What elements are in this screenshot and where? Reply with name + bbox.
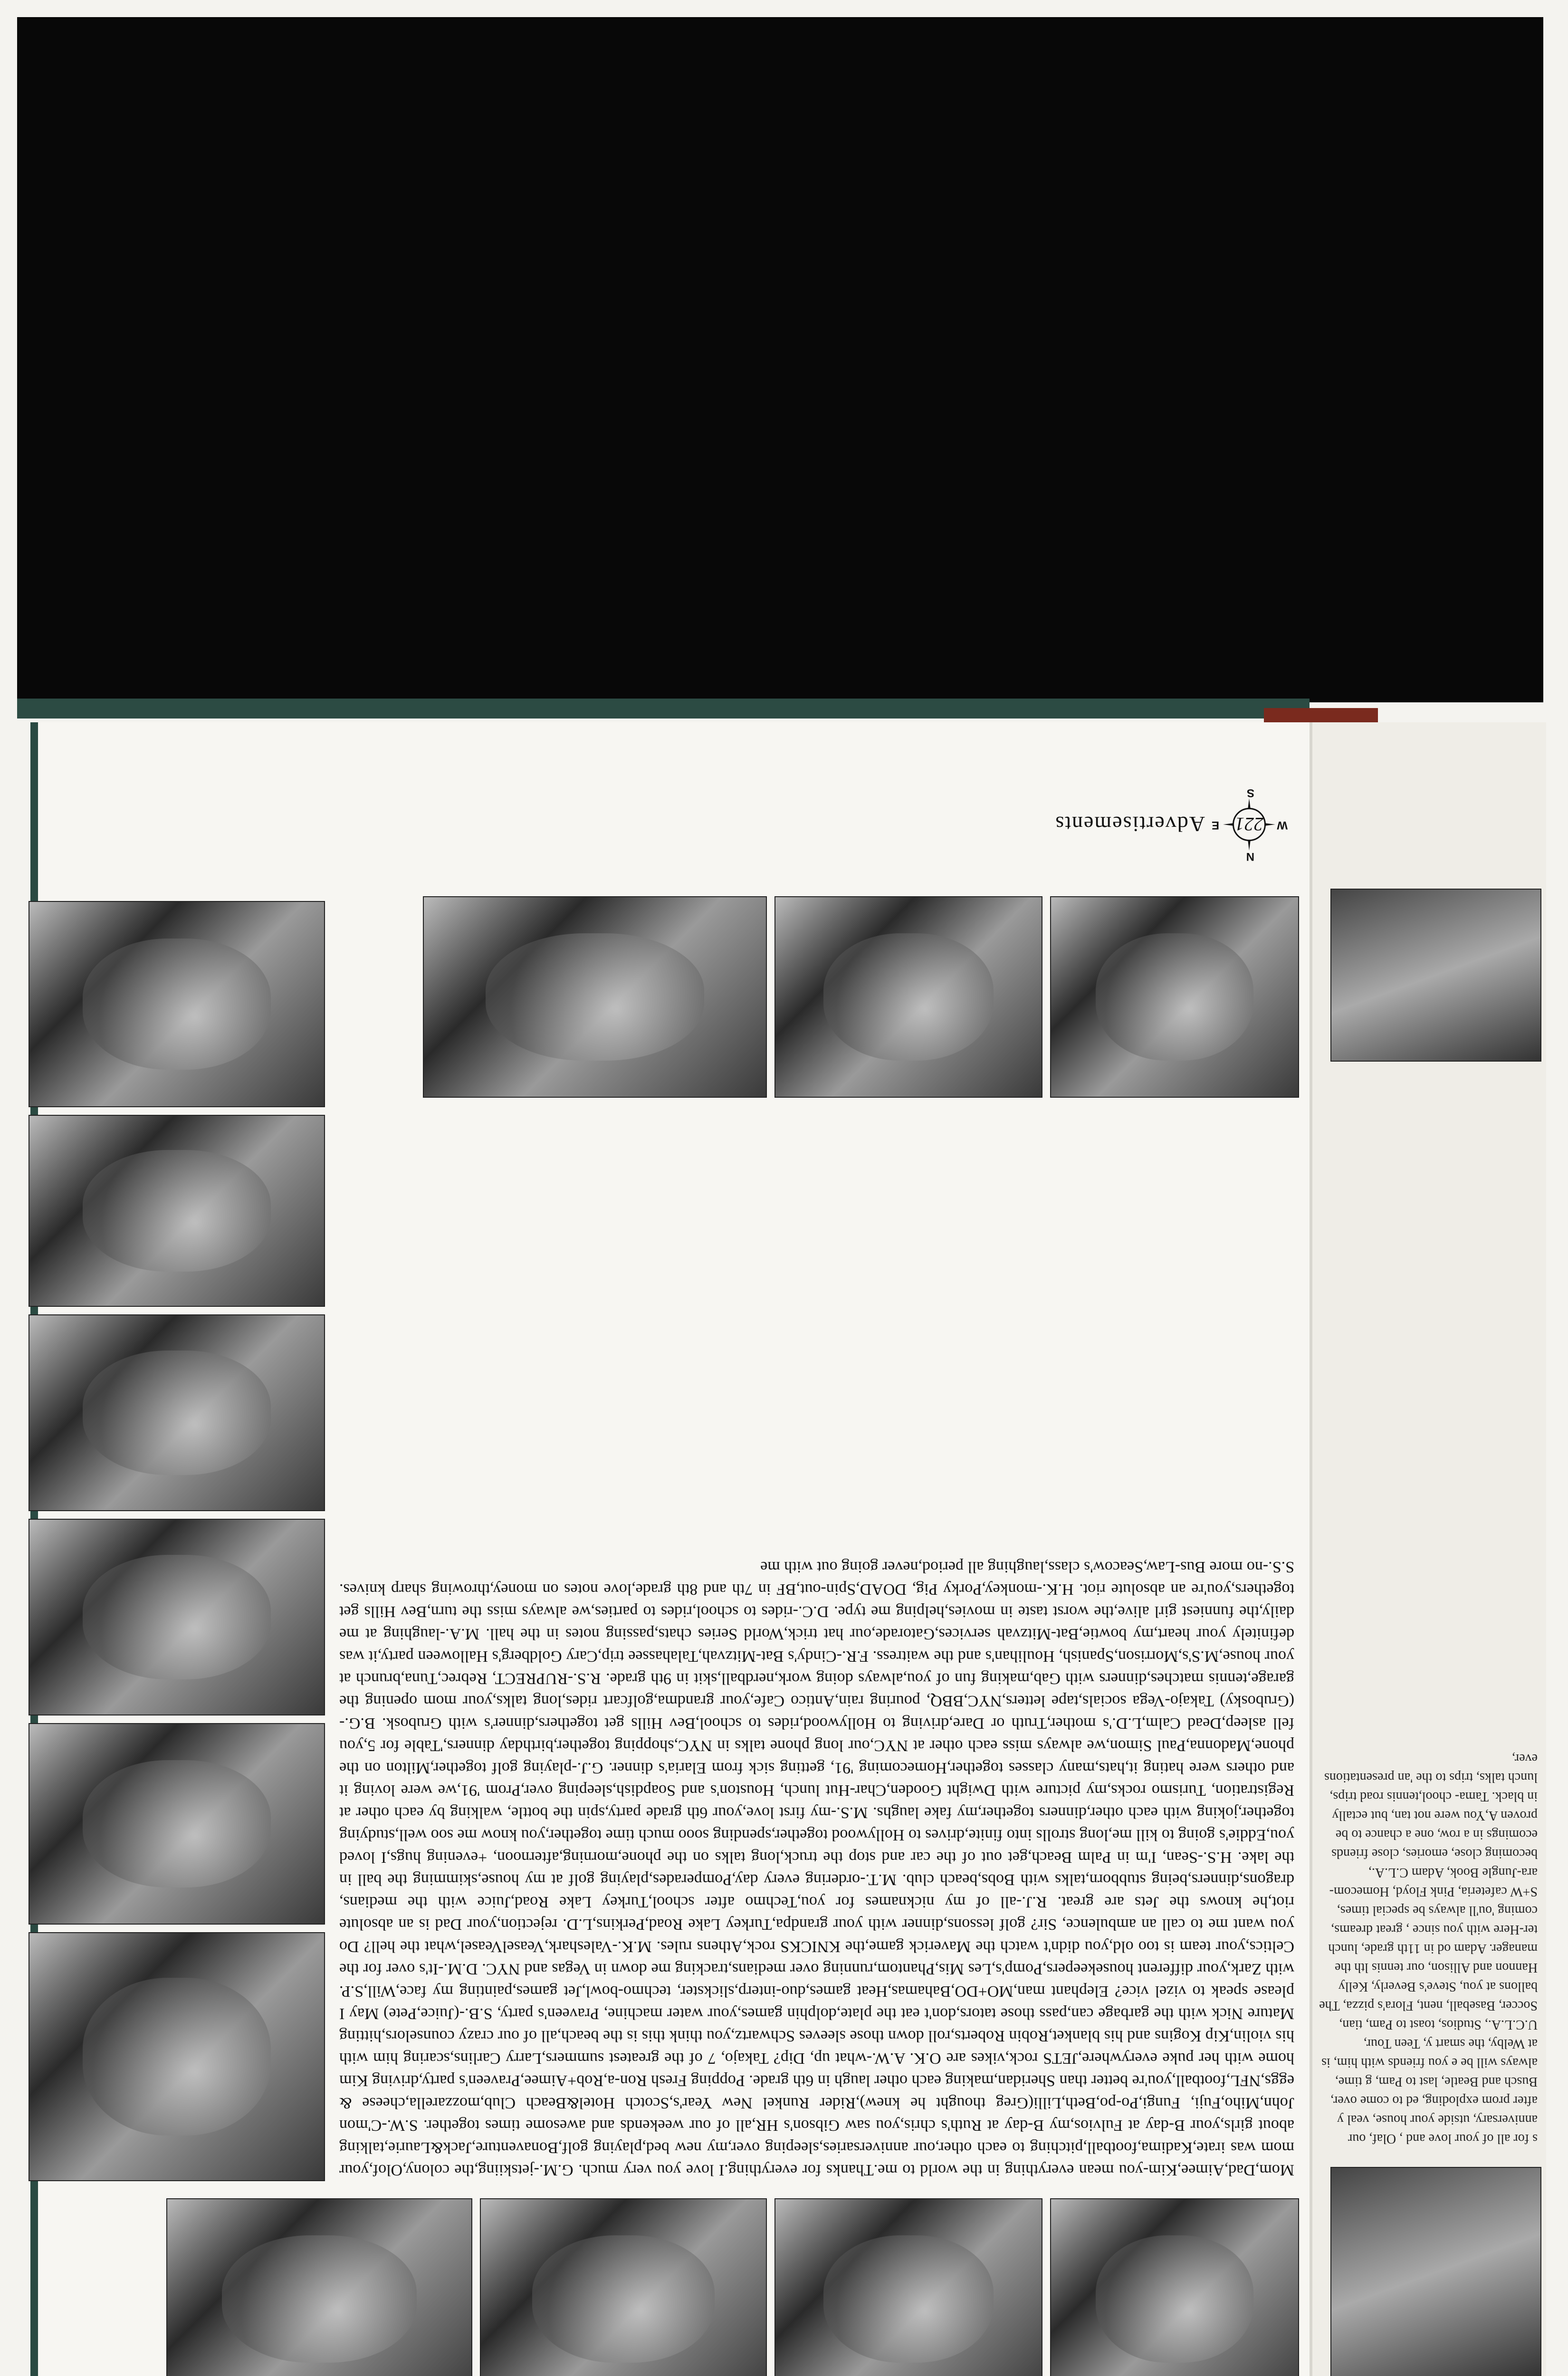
compass-icon (1212, 786, 1288, 863)
photo (774, 2198, 1042, 2376)
compass-east: E (1212, 819, 1220, 832)
compass-west: W (1277, 819, 1288, 832)
photo (29, 1932, 325, 2181)
section-header (1038, 784, 1288, 865)
compass-south: S (1246, 786, 1254, 799)
ad-message-text: Mom,Dad,Aimee,Kim-you mean everything in the world to me.Thanks for everything.I love you very much. G.M.-jetskiing,the colony,Olof,your mom was irate,Kadima,football,pitching to each other,our anniversaries,sleeping over,my new bed,playing golf,Bonaventure,Jack&Laurie,talking about girls,your B-day at Fulvios,my B-day at Ruth's chris,you saw Gibson's HR,all of our weekends and awesome times together. S.W.-C'mon John,Miho,Fuji, Fungi,Po-po,Beth,Lilli(Greg thought he knew),Rider Runkel New Year's,Scotch Hotel&Beach Club,mozzarella,cheese & eggs,NFL,football,you're better than Sheridan,making each other laugh in 6th grade. Popping Fresh Ron-a,Rob+Aimee,Praveen's party,driving Kim home with her puke everywhere,JETS rock,vikes are O.K. A.W.-what up, Dip? Takajo, 7 of the greatest summers,Larry Carlins,scaring him with his violin,Kip Kogins and his blanket,Robin Roberts,roll down those sleeves Schwartz,you think this is the beach,all of our crazy counselors,hitting Mature Nick with the garbage can,pass those tators,don't eat the plate,dolphin games,your water machine, Praveen's party, S.B.-(Juice,Pete) May I please speak to vizel vice? Elephant man,MO+DO,Bahamas,Heat games,duo-interp,slickster, techmo-bowl,Jet games,painting my face,Will,S.P. with Zark,your different housekeepers,Pomp's,Les Mis,Phantom,running over medians,tracking me down in Vegas and NYC. D.M.-It's over for the Celtics,your team is too old,you didn't watch the Maverick game,the KNICKS rock,Athens rules. M.K.-Valeshark,VeaselVeasel,what the hell? Do you want me to call an ambulence, Sir? golf lessons,dinner with your grandpa,Turkey Lake Road,Perkins,L.D. rejection,your Dad is an absolute riot,he knows the Jets are great. R.J.-all of my nicknames for you,Techmo after school,Turkey Lake Road,Juice with the medians, dragons,dinners,being stubborn,talks with Bobs,beach club. M.T.-ordering every day,Pomperades,playing golf at my house,skimming the ball in the lake. H.S.-Sean, I'm in Palm Beach,get out of the car and stop the truck,long talks on the phone,morning,afternoon, +evening hugs,I loved you,Eddie's going to kill me,long strolls into finite,drives to Hollywood together,spending sooo much time together,you know me soo well,studying together,joking with each other,dinners together,my fake laughs. M.S.-my first love,your 6th grade party,spin the bottle, walking by each other at Registration, Turismo rocks,my picture with Dwight Gooden,Char-Hut lunch, Houston's and Soapdish,sleeping over,Prom '91,we were loving it and others were hating it,hats,many classes together,Homecoming '91, getting sick from Elaria's dinner. G.J.-playing golf together,Milton on the phone,Madonna,Paul Simon,we always miss each other at NYC,our long phone talks in NYC,shopping together,birthday dinners,'Table for 5,you fell asleep,Dead Calm,L.D.'s mother,Truth or Dare,driving to Hollywood,rides to school,Bev Hills get togethers,dinner's with Grubosk. B.G.-(Grubosky) Takajo-Vega socials,tape letters,NYC,BBQ, pouring rain,Antico Cafe,your grandma,golfcart rides,long talks,your mom opening the garage,tennis matches,dinners with Gab,making fun of you,always doing work,nerdball,skit in 9th grade. R.S.-RUPRECT, Rebrec,Tuna,brunch at your house,M.S's,Morrison,Spanish, Houlihan's and the waitress. F.R.-Cindy's Bat-Mitzvah,Talahassee trip,Cary Goldberg's Halloween party,it was definitely your heart,my bowtie,Bat-Mitzvah services,Gatorade,our hat trick,World Series chats,passing notes in the hall. M.A.-laughing at me daily,the funniest girl alive,the worst taste in movies,helping me type. D.C.-rides to school,rides to parties,we always miss the turn,Bev Hills get togethers,you're an absolute riot. H.K.-monkey,Porky Pig, DOAD,Spin-out,BF in 7th and 8th grade,love notes on money,throwing sharp knives. S.S.-no more Bus-Law,Seacow's class,laughing all period,never going out with me (339, 1558, 1294, 2179)
side-page-text: s for all of your love and , Olaf, our anniversary, utside your house, veal y after prom exploding, ed to come over, Busch and Beatle, last to Pam, g time, always will be e you friends with him, is at Welby, the smart y, Teen Tour, U.C.L.A., Studios, toast to Pam, tian, Soccer, Baseball, nent, Flora's pizza, The ballons at you, Steve's Beverly, Kelly Hannon and Allison, our tennis lth the manager. Adam od in 11th grade, lunch ter-Here with you since , great dreams, coming 'ou'll always be special times, S+W cafeteria, Pink Floyd, Homecom- ara-Jungle Book, Adam C.L.A., becoming close, emories, close friends ecomings in a row, one a chance to be proven A,You were not tan, but ectally in black. Tama- chool,tennis road trips, lunch talks, trips to the 'an presentations ever, (1319, 1751, 1538, 2146)
photo (29, 901, 325, 1107)
page-number: 221 (1233, 808, 1266, 841)
dark-background (17, 17, 1543, 702)
book-spine-edge (17, 699, 1310, 719)
photo (29, 1314, 325, 1511)
photo (166, 2198, 472, 2376)
section-title: Advertisements (1054, 812, 1205, 837)
rotated-page-content (30, 722, 1304, 2376)
photo (774, 896, 1042, 1098)
compass-north: N (1246, 850, 1254, 863)
side-photo (1330, 2167, 1541, 2376)
photo (29, 1519, 325, 1715)
photo (1050, 2198, 1299, 2376)
photo (423, 896, 767, 1098)
photo (1050, 896, 1299, 1098)
side-photo (1330, 889, 1541, 1062)
book-spine-edge-red (1264, 708, 1378, 722)
photo (29, 1723, 325, 1925)
photo (29, 1115, 325, 1307)
photo (480, 2198, 767, 2376)
